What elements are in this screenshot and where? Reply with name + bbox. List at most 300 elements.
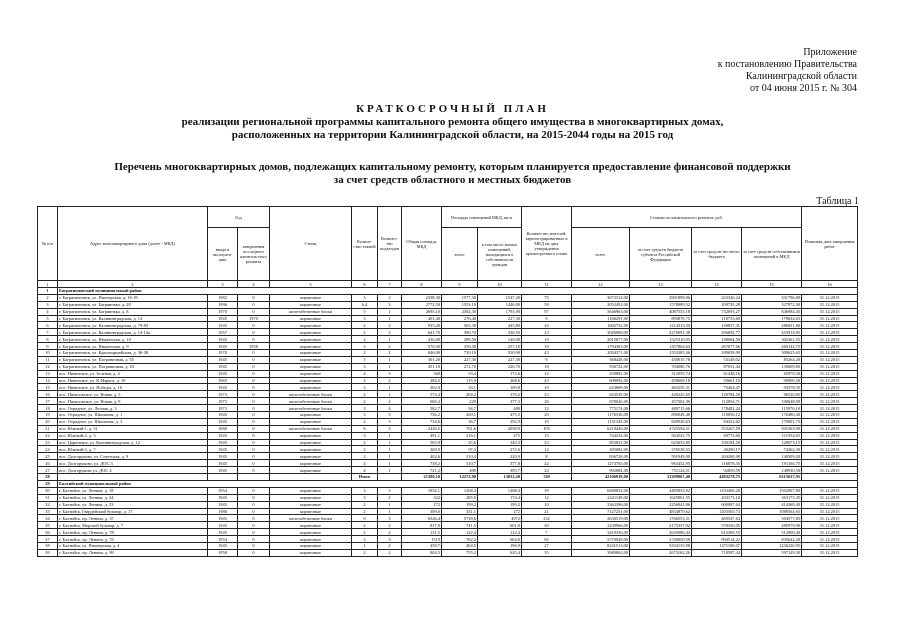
table-cell: кирпичные (270, 329, 352, 336)
table-cell: 376529,53 (630, 446, 692, 453)
table-cell: 1 (378, 308, 402, 315)
table-cell: 480715,66 (630, 405, 692, 412)
table-cell: 1 (378, 363, 402, 370)
table-cell: 23 (522, 391, 572, 398)
section-number: 1 (38, 288, 58, 295)
table-cell: 890049,48 (630, 412, 692, 419)
table-cell: 1794383,00 (572, 343, 630, 350)
table-row (38, 453, 858, 460)
column-number-cell: 16 (802, 281, 858, 288)
table-cell: 272 (478, 508, 522, 515)
table-cell: 761,6 (442, 425, 478, 432)
table-cell: 19 (522, 343, 572, 350)
table-row (38, 363, 858, 370)
table-cell: 2 (352, 350, 378, 357)
table-cell: 189659,99 (692, 350, 742, 357)
table-cell: 430015,78 (630, 356, 692, 363)
table-cell: 3 (378, 301, 402, 308)
table-cell: 24 (38, 446, 58, 453)
subtitle-line-2: расположенных на территории Калининградской области, на 2015-2044 годы на 2015 год (231, 129, 674, 141)
table-cell: 268,6 (478, 377, 522, 384)
table-cell: 664,6 (478, 536, 522, 543)
table-cell: 31.12.2015 (802, 412, 858, 419)
table-cell: 0 (238, 425, 270, 432)
table-cell: 3419336,00 (572, 529, 630, 536)
table-cell: 2901898,06 (630, 294, 692, 301)
table-cell: 179634,65 (742, 315, 802, 322)
table-row (38, 336, 858, 343)
list-title (0, 161, 905, 187)
table-cell: 0 (238, 301, 270, 308)
table-cell: 21 (38, 425, 58, 432)
table-cell: 33 (38, 508, 58, 515)
table-cell: пос. Отрадное, ул. Школьная, д. 1 (58, 412, 208, 419)
table-cell: 6,4 (352, 301, 378, 308)
table-cell: 227,30 (442, 356, 478, 363)
table-cell: 115976,10 (742, 405, 802, 412)
table-cell: 732093,27 (692, 308, 742, 315)
table-cell: 26 (38, 460, 58, 467)
table-cell: 5646963,00 (572, 308, 630, 315)
table-cell: 490 (442, 467, 478, 474)
table-cell: 31.12.2015 (802, 315, 858, 322)
header-total-area: Общая площадь МКД (402, 207, 442, 281)
table-cell: 340,3 (478, 439, 522, 446)
table-cell: 6210426,00 (572, 425, 630, 432)
table-cell: 565,9 (402, 439, 442, 446)
table-cell: 1996 (208, 301, 238, 308)
table-cell: 85264,20 (742, 356, 802, 363)
table-cell: 1973 (208, 398, 238, 405)
table-cell: 1166291,00 (572, 315, 630, 322)
table-cell: 2 (352, 446, 378, 453)
header-cost-all: всего (572, 228, 630, 281)
table-cell: 116078,35 (692, 460, 742, 467)
table-cell: 93,4 (442, 370, 478, 377)
table-cell: 4834870,62 (630, 508, 692, 515)
table-cell: 4 (352, 467, 378, 474)
table-cell: 1945 (208, 356, 238, 363)
table-cell: 1625001,55 (630, 494, 692, 501)
table-cell: 34 (38, 515, 58, 522)
table-cell: 289,50 (442, 336, 478, 343)
table-cell: 3 (378, 370, 402, 377)
table-cell: 582,7 (402, 405, 442, 412)
table-cell: 23 (522, 377, 572, 384)
header-area-all: всего (442, 228, 478, 281)
table-cell: 59 (522, 301, 572, 308)
table-cell: 3 (378, 515, 402, 522)
table-cell: 25 (38, 453, 58, 460)
table-cell: 2256941,86 (630, 501, 692, 508)
table-cell: 1 (378, 391, 402, 398)
table-row (38, 405, 858, 412)
table-cell: 74262,30 (742, 446, 802, 453)
table-cell: 260,1 (442, 412, 478, 419)
table-cell: 0 (238, 391, 270, 398)
total-cell: 28 (38, 474, 58, 481)
table-cell: 1956 (238, 343, 270, 350)
table-cell: кирпичные (270, 508, 352, 515)
table-cell: 3 (378, 329, 402, 336)
table-cell: 322 (402, 494, 442, 501)
table-cell: 23 (522, 329, 572, 336)
table-cell: 1577,30 (442, 294, 478, 301)
table-cell: 31.12.2015 (802, 301, 858, 308)
table-cell: 31.12.2015 (802, 363, 858, 370)
table-cell: 3980862,00 (572, 549, 630, 556)
table-cell: 31.12.2015 (802, 391, 858, 398)
total-row (38, 474, 858, 481)
table-cell: 3239966,00 (572, 522, 630, 529)
table-cell: г. Багратионовск, ул. Инжинская, д. 9 (58, 343, 208, 350)
table-cell: 0 (238, 370, 270, 377)
table-cell: кирпичные (270, 336, 352, 343)
table-cell: г. Багратионовск, ул. Калининградская, д. 14 (58, 315, 208, 322)
table-row (38, 329, 858, 336)
table-cell: кирпичные (270, 315, 352, 322)
table-cell: 930732,00 (572, 363, 630, 370)
table-cell: 176480,40 (742, 412, 802, 419)
table-cell: 284,5 (402, 377, 442, 384)
table-cell: 0 (238, 446, 270, 453)
table-cell: 122,4 (442, 529, 478, 536)
table-cell: 232 (522, 515, 572, 522)
table-cell: г. Багратионовск, ул. Инжинская, д. 10 (58, 336, 208, 343)
table-cell: 18 (38, 405, 58, 412)
table-cell: 1471100,07 (692, 542, 742, 549)
table-cell: 2 (378, 294, 402, 301)
table-cell: 2 (352, 529, 378, 536)
table-cell: 115,9 (442, 377, 478, 384)
table-cell: 7 (522, 529, 572, 536)
table-cell: 6526,4 (402, 515, 442, 522)
table-cell: 31.12.2015 (802, 508, 858, 515)
table-cell: 1 (378, 501, 402, 508)
table-cell: 0 (238, 356, 270, 363)
table-cell: 1553,10 (442, 301, 478, 308)
table-cell: 8241513,00 (572, 542, 630, 549)
table-cell: г. Балтийск, Морской бульвар, д. 7 (58, 522, 208, 529)
table-cell: 1945 (208, 384, 238, 391)
total-cell (58, 474, 208, 481)
table-cell: пос. Долгоруково, ул. Советская, д. 9 (58, 453, 208, 460)
table-cell: пос. Нивенское, ул. Победы, д. 16 (58, 384, 208, 391)
table-cell: 3 (352, 494, 378, 501)
table-cell: г. Багратионовск, ул. Багряновка, д. 8 (58, 308, 208, 315)
table-cell: 11 (38, 356, 58, 363)
table-cell: 31.12.2015 (802, 343, 858, 350)
table-cell: 1945 (208, 453, 238, 460)
table-cell: 4 (352, 377, 378, 384)
table-cell: пос. Пятиловское, ул. Новая, д. 8 (58, 398, 208, 405)
column-number-cell: 14 (692, 281, 742, 288)
header-cost: Стоимость капитального ремонта, руб. (572, 207, 802, 228)
table-cell: 87031,44 (692, 363, 742, 370)
table-cell: 2421149,00 (572, 494, 630, 501)
table-cell: 2 (352, 549, 378, 556)
table-cell: 38 (38, 542, 58, 549)
section-row (38, 480, 858, 487)
table-cell: г. Багратионовск, ул. Багряновка, д. 28 (58, 301, 208, 308)
table-cell: 1236226,95 (742, 542, 802, 549)
table-row (38, 501, 858, 508)
table-row (38, 460, 858, 467)
table-cell: 704080,76 (630, 363, 692, 370)
table-cell: 10 (522, 384, 572, 391)
table-cell: 1945 (208, 322, 238, 329)
table-cell: 31.12.2015 (802, 515, 858, 522)
table-cell: 1214313,30 (630, 322, 692, 329)
table-cell: г. Балтийск, ул. Ленина, д. 24 (58, 494, 208, 501)
table-cell: 31.12.2015 (802, 446, 858, 453)
appendix-line: к постановлению Правительства (717, 59, 857, 70)
table-cell: 1945 (208, 446, 238, 453)
table-cell: 331796,80 (742, 294, 802, 301)
table-cell: 13 (38, 370, 58, 377)
column-number-cell: 9 (442, 281, 478, 288)
table-cell: 0 (238, 432, 270, 439)
table-cell: 3 (38, 301, 58, 308)
table-cell: 2 (378, 494, 402, 501)
table-row (38, 522, 858, 529)
section-title: Балтийский муниципальный район (58, 480, 858, 487)
table-cell: 37 (38, 536, 58, 543)
table-cell: г. Балтийск, ул. Пионерская, д. 4 (58, 542, 208, 549)
table-cell: 69772,60 (692, 432, 742, 439)
table-cell: 105 (522, 425, 572, 432)
table-cell: 33,1 (442, 384, 478, 391)
table-cell: кирпичные (270, 343, 352, 350)
table-cell: 1602752,00 (572, 322, 630, 329)
table-cell: 31.12.2015 (802, 467, 858, 474)
table-cell: кирпичные (270, 294, 352, 301)
table-cell: 216,1 (442, 432, 478, 439)
table-cell: 1945 (208, 418, 238, 425)
table-cell: 609092,00 (572, 377, 630, 384)
table-cell: 1970 (238, 315, 270, 322)
table-cell: 1 (378, 315, 402, 322)
table-cell: 75464,47 (692, 384, 742, 391)
table-cell: 458669,18 (630, 377, 692, 384)
table-cell: 3 (352, 536, 378, 543)
table-cell: 0 (238, 322, 270, 329)
subtitle-line-1: реализации региональной программы капитального ремонта общего имущества в многоквартирных домах, (181, 116, 724, 128)
table-cell: г. Балтийск, пр. Ленина, д. 37 (58, 515, 208, 522)
table-cell: 84322,62 (692, 418, 742, 425)
table-cell: кирпичные (270, 384, 352, 391)
table-cell: 963452,95 (630, 460, 692, 467)
table-cell: г. Балтийск, пр. Ленина, д. 78 (58, 529, 208, 536)
table-cell: 420225,65 (630, 391, 692, 398)
table-cell: 7 (38, 329, 58, 336)
table-cell: 445,80 (478, 322, 522, 329)
table-cell: 8 (522, 356, 572, 363)
table-cell: 360 (402, 370, 442, 377)
header-cost-owners: за счет средств собственников помещений в МКД (742, 228, 802, 281)
table-cell: 512900,40 (742, 529, 802, 536)
table-cell: кирпичные (270, 412, 352, 419)
header-floors: Количе-ство этажей (352, 207, 378, 281)
section-title: Багратионовский муниципальный район (58, 288, 858, 295)
table-cell: 469547,64 (692, 515, 742, 522)
section-row (38, 288, 858, 295)
table-cell: 0 (238, 467, 270, 474)
table-cell: 2 (352, 501, 378, 508)
table-cell: 625,4 (478, 549, 522, 556)
table-cell: 272,6 (478, 446, 522, 453)
table-cell: 61448,16 (692, 370, 742, 377)
table-cell: кирпичные (270, 453, 352, 460)
table-cell: 23 (38, 439, 58, 446)
table-cell: 2 (352, 453, 378, 460)
table-cell: 1945 (208, 336, 238, 343)
table-cell: 2276091,38 (630, 329, 692, 336)
table-cell: пос. Долгоруково ул. ДОС 4 (58, 467, 208, 474)
header-residents: Количество жителей, зарегистрированных в МКД на дату утверждения краткосрочного плана (522, 207, 572, 281)
table-cell: 1954 (208, 536, 238, 543)
table-cell: 12 (522, 446, 572, 453)
table-cell: 9 (352, 515, 378, 522)
table-cell: 738,2 (402, 460, 442, 467)
column-number-cell: 15 (742, 281, 802, 288)
table-cell: 75 (522, 294, 572, 301)
table-cell: 1954 (208, 487, 238, 494)
table-cell: 2054371,00 (572, 350, 630, 357)
table-cell: 31.12.2015 (802, 494, 858, 501)
table-cell: 31.12.2015 (802, 425, 858, 432)
table-row (38, 370, 858, 377)
table-cell: 0 (238, 501, 270, 508)
table-cell: 1970 (208, 350, 238, 357)
table-cell: 3 (352, 412, 378, 419)
table-cell: 20 (522, 412, 572, 419)
table-cell: пос. Долгоруково, ул. ДОС 3 (58, 460, 208, 467)
table-cell: железобетонные блоки (270, 425, 352, 432)
table-row (38, 301, 858, 308)
table-row (38, 446, 858, 453)
table-cell: 1 (378, 460, 402, 467)
table-cell: 24 (522, 467, 572, 474)
table-row (38, 542, 858, 549)
table-cell: 128073,15 (742, 439, 802, 446)
table-cell: 100638,90 (742, 398, 802, 405)
table-cell: 0 (238, 453, 270, 460)
table-cell: 553267,59 (692, 425, 742, 432)
table-cell: 399,6 (402, 508, 442, 515)
table-cell: 227,30 (478, 315, 522, 322)
table-cell: 1852,1 (402, 487, 442, 494)
table-cell: 475,5 (478, 412, 522, 419)
table-cell: 301,20 (402, 356, 442, 363)
table-cell: 20 (38, 418, 58, 425)
table-cell: 1525310,95 (630, 336, 692, 343)
table-row (38, 377, 858, 384)
table-cell: 285,9 (442, 494, 478, 501)
table-cell: кирпичные (270, 467, 352, 474)
table-cell: 139609,80 (742, 363, 802, 370)
table-cell: 30 (522, 522, 572, 529)
table-cell: 3 (352, 315, 378, 322)
table-cell: 2673162,26 (630, 549, 692, 556)
table-cell: 2 (352, 508, 378, 515)
table-cell: 39 (522, 487, 572, 494)
table-cell: 2 (378, 529, 402, 536)
table-row (38, 549, 858, 556)
table-cell: 4087555,18 (630, 308, 692, 315)
table-row (38, 529, 858, 536)
header-planned-date: Плановая дата завершения работ (802, 207, 858, 281)
table-cell: кирпичные (270, 460, 352, 467)
table-cell: 19 (38, 412, 58, 419)
table-cell: 1945 (208, 529, 238, 536)
table-row (38, 432, 858, 439)
appendix-date-line: от 04 июня 2015 г. № 304 (749, 83, 857, 94)
table-cell: 16 (38, 391, 58, 398)
header-walls: Стены (270, 207, 352, 281)
column-number-cell: 12 (572, 281, 630, 288)
table-cell: 23 (522, 439, 572, 446)
table-cell: 122,4 (478, 529, 522, 536)
table-cell: 612369,55 (692, 529, 742, 536)
table-cell: 1 (378, 384, 402, 391)
header-premises-area: Площадь помещений МКД, кв.м (442, 207, 522, 228)
total-cell (270, 474, 352, 481)
table-cell: 363173,35 (742, 494, 802, 501)
table-cell: 0 (238, 412, 270, 419)
table-cell: 1547,20 (478, 294, 522, 301)
table-cell: 2 (352, 329, 378, 336)
table-cell: кирпичные (270, 350, 352, 357)
table-cell: 199,2 (442, 501, 478, 508)
table-cell: 739,10 (442, 350, 478, 357)
table-cell: 6680832,00 (572, 487, 630, 494)
table-cell: 1273765,00 (572, 460, 630, 467)
table-cell: 94,7 (442, 405, 478, 412)
table-row (38, 467, 858, 474)
table-cell: железобетонные блоки (270, 398, 352, 405)
table-cell: 24 (522, 322, 572, 329)
table-cell: 46290,17 (692, 446, 742, 453)
table-cell: 414369,40 (742, 501, 802, 508)
table-cell: 31.12.2015 (802, 536, 858, 543)
table-cell: 1446,00 (478, 301, 522, 308)
table-cell: 433173,10 (692, 494, 742, 501)
table-cell: 172,6 (478, 370, 522, 377)
table-cell: 2 (378, 398, 402, 405)
table-cell: 92859,59 (692, 467, 742, 474)
table-cell: 96530,85 (742, 391, 802, 398)
table-cell: 12 (38, 363, 58, 370)
table-cell: 0 (238, 522, 270, 529)
table-row (38, 412, 858, 419)
table-cell: 31.12.2015 (802, 522, 858, 529)
table-cell: 220,9 (478, 453, 522, 460)
table-cell: 0 (238, 529, 270, 536)
table-cell: 4 (352, 370, 378, 377)
table-cell: 370,2 (478, 391, 522, 398)
table-cell: 751124,51 (630, 467, 692, 474)
table-cell: 670026,00 (572, 398, 630, 405)
table-cell: 710587,44 (692, 549, 742, 556)
table-cell: 0 (238, 350, 270, 357)
table-cell: 140509,20 (742, 453, 802, 460)
table-cell: 148,00 (478, 336, 522, 343)
table-cell: 12 (522, 405, 572, 412)
table-cell: 15 (38, 384, 58, 391)
table-cell: 1268,4 (478, 487, 522, 494)
header-no: № п/п (38, 207, 58, 281)
